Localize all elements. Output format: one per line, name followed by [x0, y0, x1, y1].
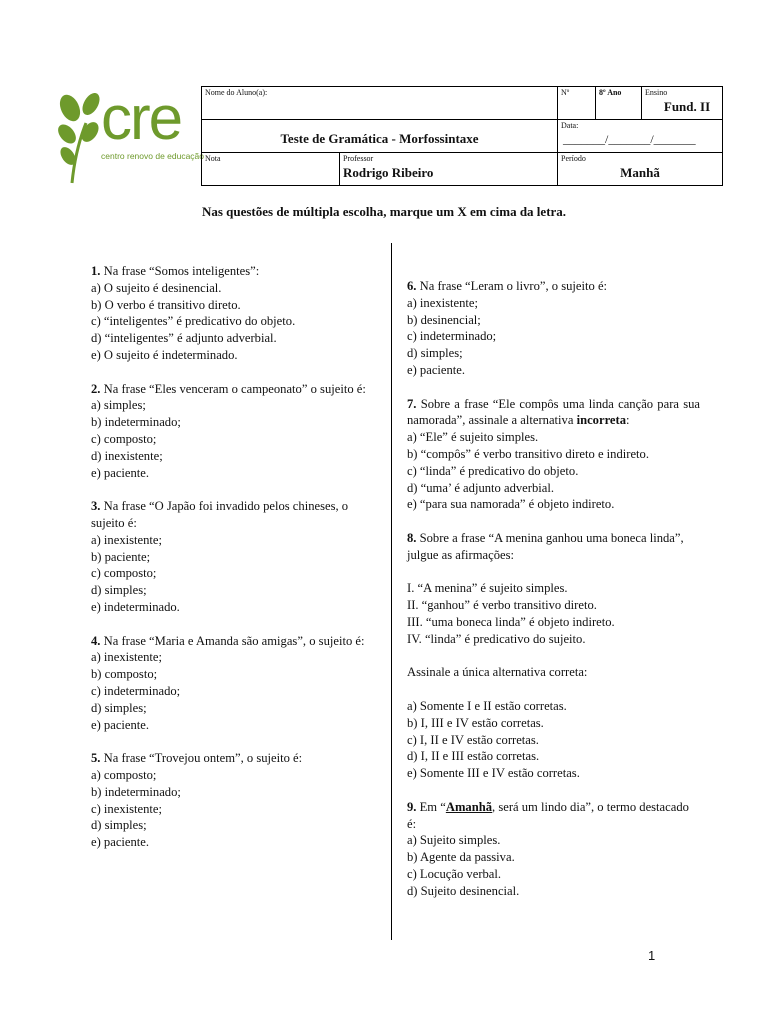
- question-prompt: Assinale a única alternativa correta:: [407, 665, 588, 680]
- option[interactable]: b) Agente da passiva.: [407, 850, 515, 865]
- question-6: 6. Na frase “Leram o livro”, o sujeito é: a) inexistente; b) desinencial; c) indeterminado; d) simples; e) paciente.: [407, 278, 700, 379]
- test-title: Teste de Gramática - Morfossintaxe: [280, 131, 479, 146]
- student-name-field[interactable]: Nome do Aluno(a):: [202, 87, 558, 120]
- option[interactable]: c) inexistente;: [91, 801, 162, 816]
- left-column: [91, 263, 375, 868]
- option[interactable]: c) Locução verbal.: [407, 866, 502, 881]
- level-cell: Ensino Fund. II: [642, 87, 723, 120]
- period-cell: Período Manhã: [558, 153, 723, 186]
- option[interactable]: d) simples;: [407, 346, 463, 361]
- right-column: [407, 278, 700, 916]
- option[interactable]: d) “inteligentes” é adjunto adverbial.: [91, 331, 277, 346]
- period-value: Manhã: [620, 165, 660, 180]
- option[interactable]: d) inexistente;: [91, 448, 163, 463]
- question-3: 3. Na frase “O Japão foi invadido pelos chineses, o sujeito é: a) inexistente; b) paciente; c) composto; d) simples; e) indeterminado.: [91, 498, 375, 616]
- option[interactable]: e) Somente III e IV estão corretas.: [407, 766, 580, 781]
- option[interactable]: e) indeterminado.: [91, 599, 180, 614]
- question-4: 4. Na frase “Maria e Amanda são amigas”, o sujeito é: a) inexistente; b) composto; c) indeterminado; d) simples; e) paciente.: [91, 633, 375, 734]
- option[interactable]: d) I, II e III estão corretas.: [407, 749, 540, 764]
- level-value: Fund. II: [663, 99, 711, 114]
- grade-cell: 8º Ano: [596, 87, 642, 120]
- question-7: 7. Sobre a frase “Ele compôs uma linda canção para sua namorada”, assinale a alternativa incorreta: a) “Ele” é sujeito simples. b) “compôs” é verbo transitivo direto e indireto. c) “linda” é predicativo do objeto. d) “uma’ é adjunto adverbial. e) “para sua namorada” é objeto indireto.: [407, 396, 700, 512]
- question-2: 2. Na frase “Eles venceram o campeonato” o sujeito é: a) simples; b) indeterminado; c) composto; d) inexistente; e) paciente.: [91, 381, 375, 482]
- option[interactable]: d) “uma’ é adjunto adverbial.: [407, 480, 554, 495]
- option[interactable]: a) Sujeito simples.: [407, 833, 501, 848]
- option[interactable]: a) O sujeito é desinencial.: [91, 280, 222, 295]
- option[interactable]: d) simples;: [91, 583, 147, 598]
- option[interactable]: a) inexistente;: [407, 295, 478, 310]
- score-field[interactable]: Nota: [202, 153, 340, 186]
- option[interactable]: d) Sujeito desinencial.: [407, 883, 520, 898]
- question-5: 5. Na frase “Trovejou ontem”, o sujeito é: a) composto; b) indeterminado; c) inexistente; d) simples; e) paciente.: [91, 750, 375, 851]
- instructions: Nas questões de múltipla escolha, marque um X em cima da letra.: [201, 204, 567, 219]
- option[interactable]: a) “Ele” é sujeito simples.: [407, 430, 539, 445]
- logo-tagline: centro renovo de educação: [101, 151, 205, 161]
- option[interactable]: b) indeterminado;: [91, 784, 181, 799]
- statement: II. “ganhou” é verbo transitivo direto.: [407, 598, 597, 613]
- option[interactable]: a) simples;: [91, 398, 146, 413]
- teacher-name: Rodrigo Ribeiro: [343, 165, 434, 180]
- option[interactable]: d) simples;: [91, 818, 147, 833]
- column-divider: [391, 243, 392, 940]
- option[interactable]: c) indeterminado;: [91, 683, 181, 698]
- question-8: 8. Sobre a frase “A menina ganhou uma boneca linda”, julgue as afirmações: I. “A menina” é sujeito simples. II. “ganhou” é verbo transitivo direto. III. “uma boneca linda” é objeto indireto. IV. “linda” é predicativo do sujeito. Assinale a única alternativa correta: a) Somente I e II estão corretas. b) I, III e IV estão corretas. c) I, II e IV estão corretas. d) I, II e III estão corretas. e) Somente III e IV estão corretas.: [407, 530, 700, 782]
- option[interactable]: e) paciente.: [407, 362, 466, 377]
- option[interactable]: b) O verbo é transitivo direto.: [91, 297, 241, 312]
- option[interactable]: b) “compôs” é verbo transitivo direto e indireto.: [407, 446, 650, 461]
- number-field[interactable]: Nº: [558, 87, 596, 120]
- date-blank: _______/_______/_______: [563, 132, 696, 146]
- student-info-table: [201, 86, 723, 186]
- option[interactable]: c) indeterminado;: [407, 329, 497, 344]
- option[interactable]: a) inexistente;: [91, 650, 162, 665]
- statement: III. “uma boneca linda” é objeto indireto.: [407, 614, 615, 629]
- option[interactable]: b) indeterminado;: [91, 415, 181, 430]
- option[interactable]: b) composto;: [91, 667, 158, 682]
- page-number: 1: [648, 948, 656, 963]
- option[interactable]: e) “para sua namorada” é objeto indireto.: [407, 497, 615, 512]
- option[interactable]: c) composto;: [91, 566, 157, 581]
- option[interactable]: c) “inteligentes” é predicativo do objeto.: [91, 314, 296, 329]
- leaf-branch-icon: [56, 88, 106, 184]
- option[interactable]: a) Somente I e II estão corretas.: [407, 698, 567, 713]
- option[interactable]: c) composto;: [91, 431, 157, 446]
- option[interactable]: c) “linda” é predicativo do objeto.: [407, 463, 579, 478]
- option[interactable]: e) paciente.: [91, 717, 150, 732]
- question-1: 1. Na frase “Somos inteligentes”: a) O sujeito é desinencial. b) O verbo é transitivo direto. c) “inteligentes” é predicativo do objeto. d) “inteligentes” é adjunto adverbial. e) O sujeito é indeterminado.: [91, 263, 375, 364]
- option[interactable]: b) paciente;: [91, 549, 151, 564]
- school-logo: [56, 84, 205, 184]
- question-9: 9. Em “Amanhã, será um lindo dia”, o termo destacado é: a) Sujeito simples. b) Agente da passiva. c) Locução verbal. d) Sujeito desinencial.: [407, 799, 700, 900]
- option[interactable]: d) simples;: [91, 700, 147, 715]
- date-field[interactable]: Data: _______/_______/_______: [558, 120, 723, 153]
- option[interactable]: e) paciente.: [91, 465, 150, 480]
- statement: IV. “linda” é predicativo do sujeito.: [407, 631, 586, 646]
- option[interactable]: e) paciente.: [91, 835, 150, 850]
- option[interactable]: a) composto;: [91, 767, 157, 782]
- logo-wordmark: cre: [101, 84, 182, 153]
- statement: I. “A menina” é sujeito simples.: [407, 581, 568, 596]
- option[interactable]: b) desinencial;: [407, 312, 481, 327]
- option[interactable]: a) inexistente;: [91, 532, 162, 547]
- option[interactable]: e) O sujeito é indeterminado.: [91, 347, 238, 362]
- test-title-cell: [202, 120, 558, 153]
- teacher-cell: Professor Rodrigo Ribeiro: [340, 153, 558, 186]
- option[interactable]: c) I, II e IV estão corretas.: [407, 732, 539, 747]
- option[interactable]: b) I, III e IV estão corretas.: [407, 715, 544, 730]
